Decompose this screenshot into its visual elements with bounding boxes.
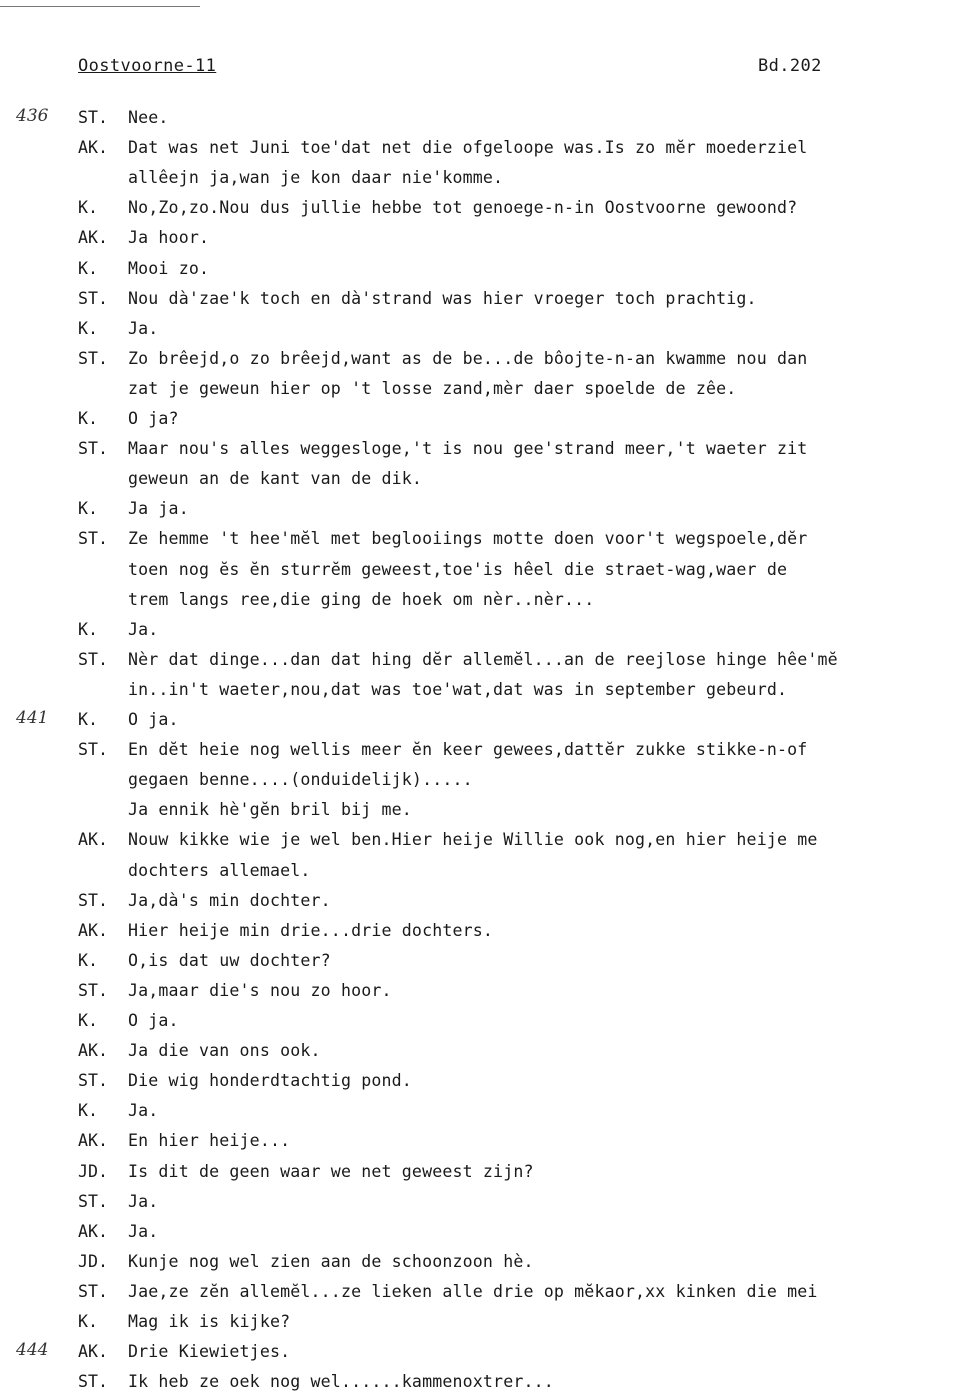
transcript-line <box>0 1248 966 1278</box>
transcript-line <box>0 766 966 796</box>
speaker-label: ST. <box>78 1191 108 1211</box>
speaker-label: ST. <box>78 1071 108 1091</box>
utterance-text: Nouw kikke wie je wel ben.Hier heije Willie ook nog,en hier heije me <box>128 830 818 850</box>
speaker-label: K. <box>78 1011 98 1030</box>
transcript-line <box>0 736 966 766</box>
utterance-text: Hier heije min drie...drie dochters. <box>128 920 494 940</box>
margin-line-number: 436 <box>16 106 49 126</box>
utterance-text: Ja. <box>128 1221 159 1241</box>
speaker-label: AK. <box>78 920 108 940</box>
transcript-line <box>0 1097 966 1127</box>
utterance-text: allêejn ja,wan je kon daar nie'komme. <box>128 168 504 188</box>
utterance-text: En dĕt heie nog wellis meer ĕn keer gewees,dattĕr zukke stikke-n-of <box>128 740 808 760</box>
speaker-label: K. <box>78 1101 98 1121</box>
speaker-label: ST. <box>78 439 108 459</box>
utterance-text: Drie Kiewietjes. <box>128 1342 291 1362</box>
utterance-text: O ja. <box>128 710 179 729</box>
transcript-line <box>0 586 966 616</box>
utterance-text: Zo brêejd,o zo brêejd,want as de be...de bôojte-n-an kwamme nou dan <box>128 348 808 368</box>
transcript-line <box>0 1368 966 1398</box>
speaker-label: ST. <box>78 108 108 127</box>
utterance-text: O ja. <box>128 1011 179 1030</box>
transcript-line <box>0 194 966 224</box>
utterance-text: Ja. <box>128 1101 159 1121</box>
utterance-text: Ze hemme 't hee'mĕl met beglooiings motte doen voor't wegspoele,dĕr <box>128 529 808 549</box>
transcript-line <box>0 375 966 405</box>
utterance-text: Nee. <box>128 108 169 127</box>
transcript-line <box>0 1037 966 1067</box>
speaker-label: ST. <box>78 1281 108 1301</box>
transcript-line <box>0 255 966 285</box>
speaker-label: AK. <box>78 228 108 248</box>
transcript-line <box>0 616 966 646</box>
speaker-label: AK. <box>78 1221 108 1241</box>
transcript-line <box>0 796 966 826</box>
utterance-text: toen nog ĕs ĕn sturrĕm geweest,toe'is hêel die straet-wag,waer de <box>128 559 788 579</box>
speaker-label: K. <box>78 198 98 218</box>
transcript-line <box>0 1007 966 1037</box>
utterance-text: Ja ennik hè'gĕn bril bij me. <box>128 800 412 820</box>
transcript-line <box>0 495 966 525</box>
transcript-line <box>0 1127 966 1157</box>
page-reference: Bd.202 <box>758 56 822 76</box>
speaker-label: ST. <box>78 980 108 1000</box>
utterance-text: Is dit de geen waar we net geweest zijn? <box>128 1161 534 1181</box>
transcript-line <box>0 977 966 1007</box>
speaker-label: K. <box>78 619 98 639</box>
utterance-text: Nou dà'zae'k toch en dà'strand was hier vroeger toch prachtig. <box>128 288 757 308</box>
transcript-line <box>0 646 966 676</box>
transcript-line <box>0 887 966 917</box>
utterance-text: Ja. <box>128 318 159 338</box>
utterance-text: Jae,ze zĕn allemĕl...ze lieken alle drie op mĕkaor,xx kinken die mei <box>128 1281 818 1301</box>
utterance-text: Ja. <box>128 1191 159 1211</box>
speaker-label: JD. <box>78 1161 108 1181</box>
utterance-text: Kunje nog wel zien aan de schoonzoon hè. <box>128 1251 534 1271</box>
transcript-line <box>0 405 966 435</box>
document-title: Oostvoorne-11 <box>78 56 217 76</box>
transcript-line <box>0 345 966 375</box>
speaker-label: AK. <box>78 1131 108 1151</box>
speaker-label: ST. <box>78 529 108 549</box>
margin-line-number: 441 <box>16 708 49 728</box>
utterance-text: Mooi zo. <box>128 258 210 278</box>
utterance-text: Maar nou's alles weggesloge,'t is nou gee'strand meer,'t waeter zit <box>128 439 808 459</box>
utterance-text: in..in't waeter,nou,dat was toe'wat,dat was in september gebeurd. <box>128 679 788 699</box>
speaker-label: ST. <box>78 1372 108 1392</box>
transcript-line <box>0 1218 966 1248</box>
speaker-label: ST. <box>78 740 108 760</box>
speaker-label: K. <box>78 409 98 428</box>
transcript-line <box>0 315 966 345</box>
utterance-text: Dat was net Juni toe'dat net die ofgeloope was.Is zo mĕr moederziel <box>128 138 808 158</box>
transcript-line <box>0 706 966 736</box>
speaker-label: K. <box>78 499 98 519</box>
speaker-label: AK. <box>78 1342 108 1362</box>
utterance-text: Ja hoor. <box>128 228 210 248</box>
utterance-text: zat je geweun hier op 't losse zand,mèr daer spoelde de zêe. <box>128 378 737 398</box>
utterance-text: En hier heije... <box>128 1131 291 1151</box>
utterance-text: Ja ja. <box>128 499 189 519</box>
utterance-text: Mag ik is kijke? <box>128 1312 291 1331</box>
utterance-text: Ik heb ze oek nog wel......kammenoxtrer... <box>128 1372 554 1392</box>
transcript-line <box>0 1158 966 1188</box>
transcript-line <box>0 435 966 465</box>
utterance-text: gegaen benne....(onduidelijk)..... <box>128 770 473 790</box>
utterance-text: trem langs ree,die ging de hoek om nèr..nèr... <box>128 589 595 609</box>
transcript-line <box>0 947 966 977</box>
speaker-label: K. <box>78 950 98 970</box>
utterance-text: Nèr dat dinge...dan dat hing dĕr allemĕl...an de reejlose hinge hêe'mĕ <box>128 649 838 669</box>
speaker-label: K. <box>78 710 98 729</box>
speaker-label: K. <box>78 258 98 278</box>
speaker-label: K. <box>78 1312 98 1331</box>
margin-line-number: 444 <box>16 1340 49 1361</box>
speaker-label: JD. <box>78 1251 108 1271</box>
speaker-label: K. <box>78 318 98 338</box>
transcript-line <box>0 676 966 706</box>
transcript-line <box>0 104 966 134</box>
utterance-text: O ja? <box>128 409 179 428</box>
transcript-line <box>0 1308 966 1338</box>
utterance-text: geweun an de kant van de dik. <box>128 469 423 489</box>
utterance-text: O,is dat uw dochter? <box>128 950 331 970</box>
transcript-line <box>0 285 966 315</box>
speaker-label: AK. <box>78 138 108 158</box>
speaker-label: ST. <box>78 890 108 910</box>
speaker-label: AK. <box>78 1041 108 1061</box>
transcript-line <box>0 134 966 164</box>
transcript-line <box>0 826 966 856</box>
transcript-line <box>0 556 966 586</box>
speaker-label: ST. <box>78 348 108 368</box>
utterance-text: No,Zo,zo.Nou dus jullie hebbe tot genoege-n-in Oostvoorne gewoond? <box>128 198 798 218</box>
utterance-text: Ja die van ons ook. <box>128 1041 321 1061</box>
transcript-line <box>0 1338 966 1368</box>
transcript-line <box>0 857 966 887</box>
transcript-line <box>0 525 966 555</box>
speaker-label: ST. <box>78 649 108 669</box>
speaker-label: AK. <box>78 830 108 850</box>
transcript-line <box>0 465 966 495</box>
transcript-line <box>0 917 966 947</box>
transcript-line <box>0 1188 966 1218</box>
speaker-label: ST. <box>78 288 108 308</box>
transcript-line <box>0 1278 966 1308</box>
transcript-line <box>0 164 966 194</box>
transcript-line <box>0 1067 966 1097</box>
utterance-text: dochters allemael. <box>128 860 311 880</box>
utterance-text: Ja,dà's min dochter. <box>128 890 331 910</box>
utterance-text: Ja. <box>128 619 159 639</box>
transcript-line <box>0 224 966 254</box>
utterance-text: Die wig honderdtachtig pond. <box>128 1071 412 1091</box>
utterance-text: Ja,maar die's nou zo hoor. <box>128 980 392 1000</box>
